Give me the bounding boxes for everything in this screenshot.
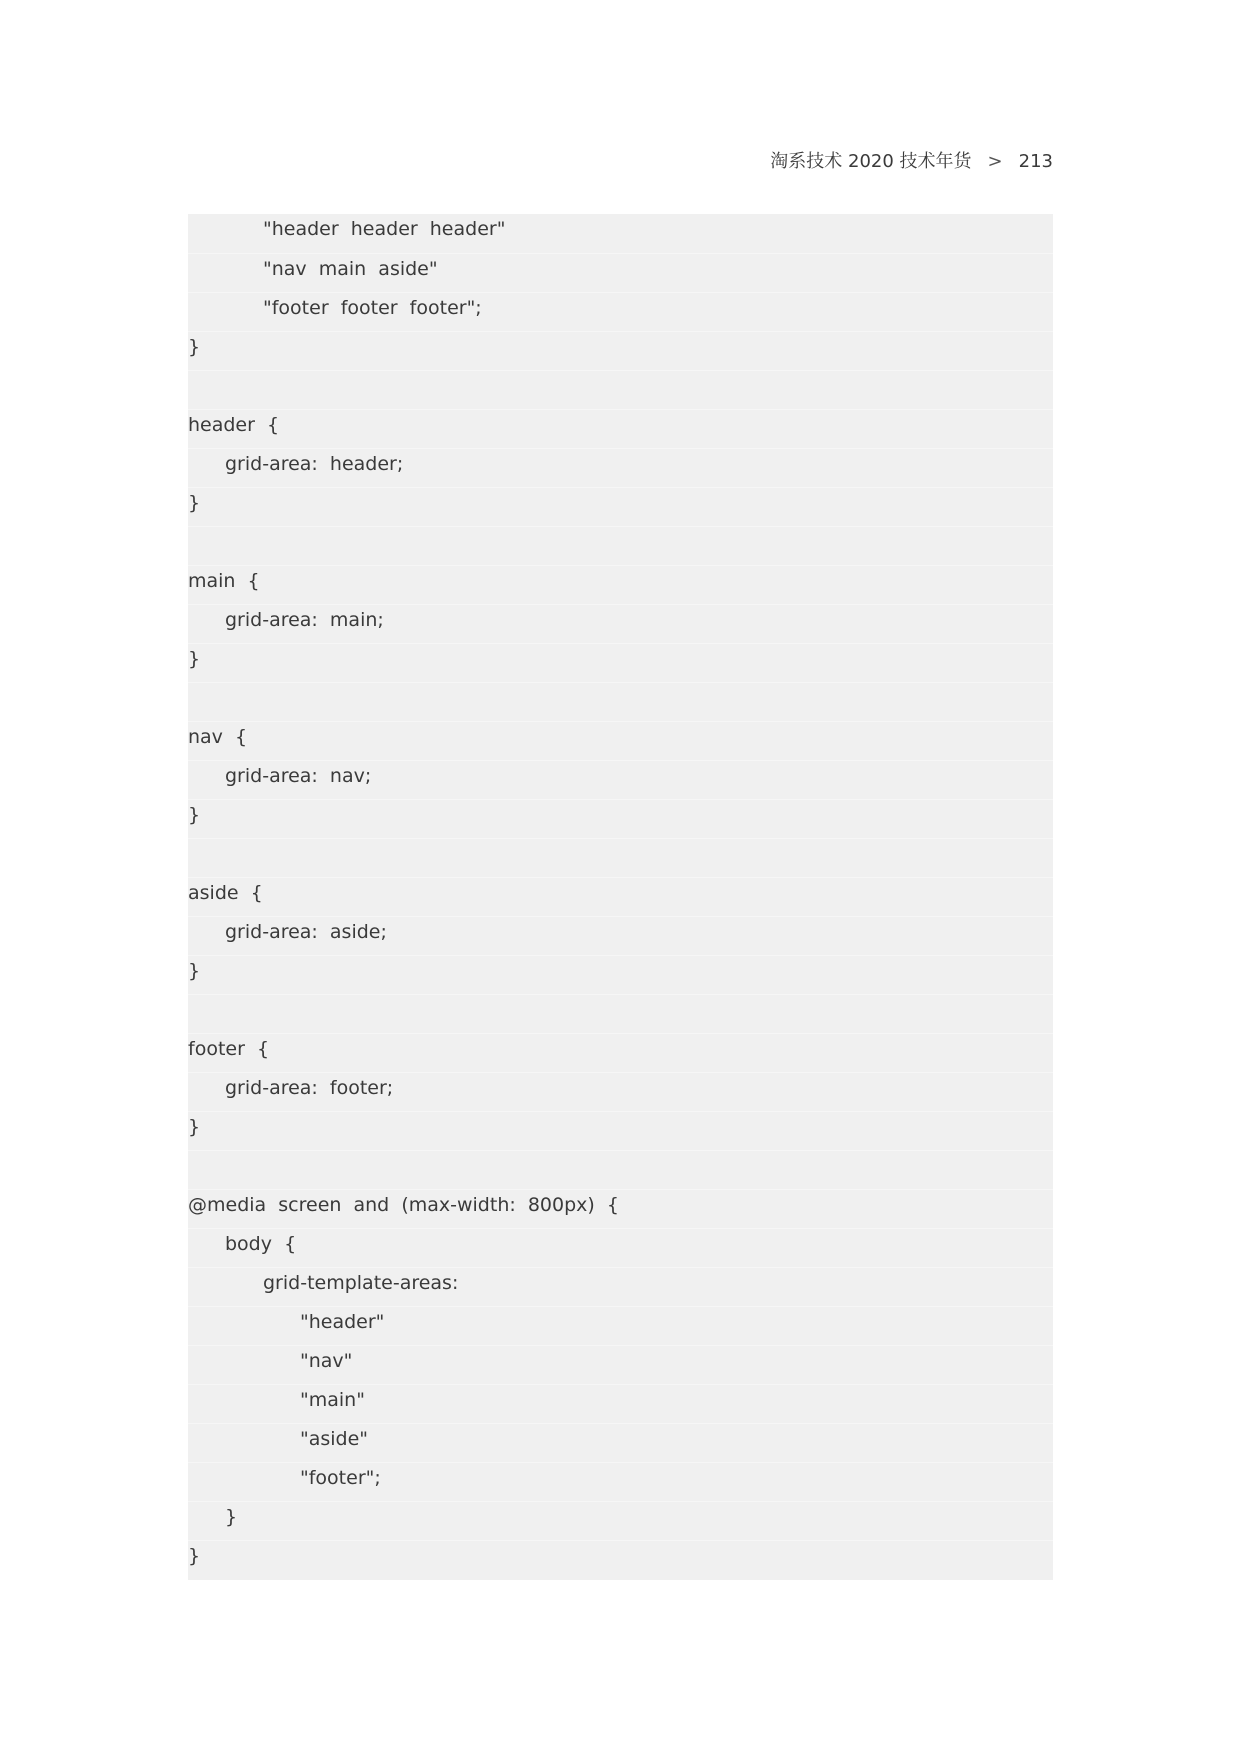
book-title: 淘系技术 2020 技术年货 — [770, 151, 972, 172]
code-line: } — [188, 1540, 1053, 1579]
code-line: grid-area: header; — [188, 448, 1053, 487]
code-line: "aside" — [188, 1423, 1053, 1462]
code-line: footer { — [188, 1033, 1053, 1072]
code-line — [188, 526, 1053, 565]
code-line: grid-area: footer; — [188, 1072, 1053, 1111]
code-line: } — [188, 643, 1053, 682]
code-line: "main" — [188, 1384, 1053, 1423]
code-line — [188, 682, 1053, 721]
code-line: @media screen and (max-width: 800px) { — [188, 1189, 1053, 1228]
code-line: } — [188, 331, 1053, 370]
page-number: 213 — [1018, 151, 1053, 172]
code-line: "footer"; — [188, 1462, 1053, 1501]
code-line: grid-area: nav; — [188, 760, 1053, 799]
code-line — [188, 370, 1053, 409]
code-line — [188, 1150, 1053, 1189]
code-line: grid-template-areas: — [188, 1267, 1053, 1306]
code-line: } — [188, 1111, 1053, 1150]
code-line: main { — [188, 565, 1053, 604]
code-line — [188, 838, 1053, 877]
code-line: } — [188, 487, 1053, 526]
code-line: "header" — [188, 1306, 1053, 1345]
code-line: nav { — [188, 721, 1053, 760]
code-line: "nav main aside" — [188, 253, 1053, 292]
running-header — [770, 150, 1053, 174]
code-line: } — [188, 799, 1053, 838]
code-line: } — [188, 1501, 1053, 1540]
code-line: grid-area: aside; — [188, 916, 1053, 955]
code-line: } — [188, 955, 1053, 994]
code-line: "header header header" — [263, 218, 506, 240]
code-line — [188, 994, 1053, 1033]
code-line: grid-area: main; — [188, 604, 1053, 643]
code-line: header { — [188, 409, 1053, 448]
code-line: "footer footer footer"; — [188, 292, 1053, 331]
code-block — [188, 214, 1053, 1580]
code-line: "nav" — [188, 1345, 1053, 1384]
header-separator: > — [987, 151, 1003, 172]
code-line: body { — [188, 1228, 1053, 1267]
code-line: aside { — [188, 877, 1053, 916]
